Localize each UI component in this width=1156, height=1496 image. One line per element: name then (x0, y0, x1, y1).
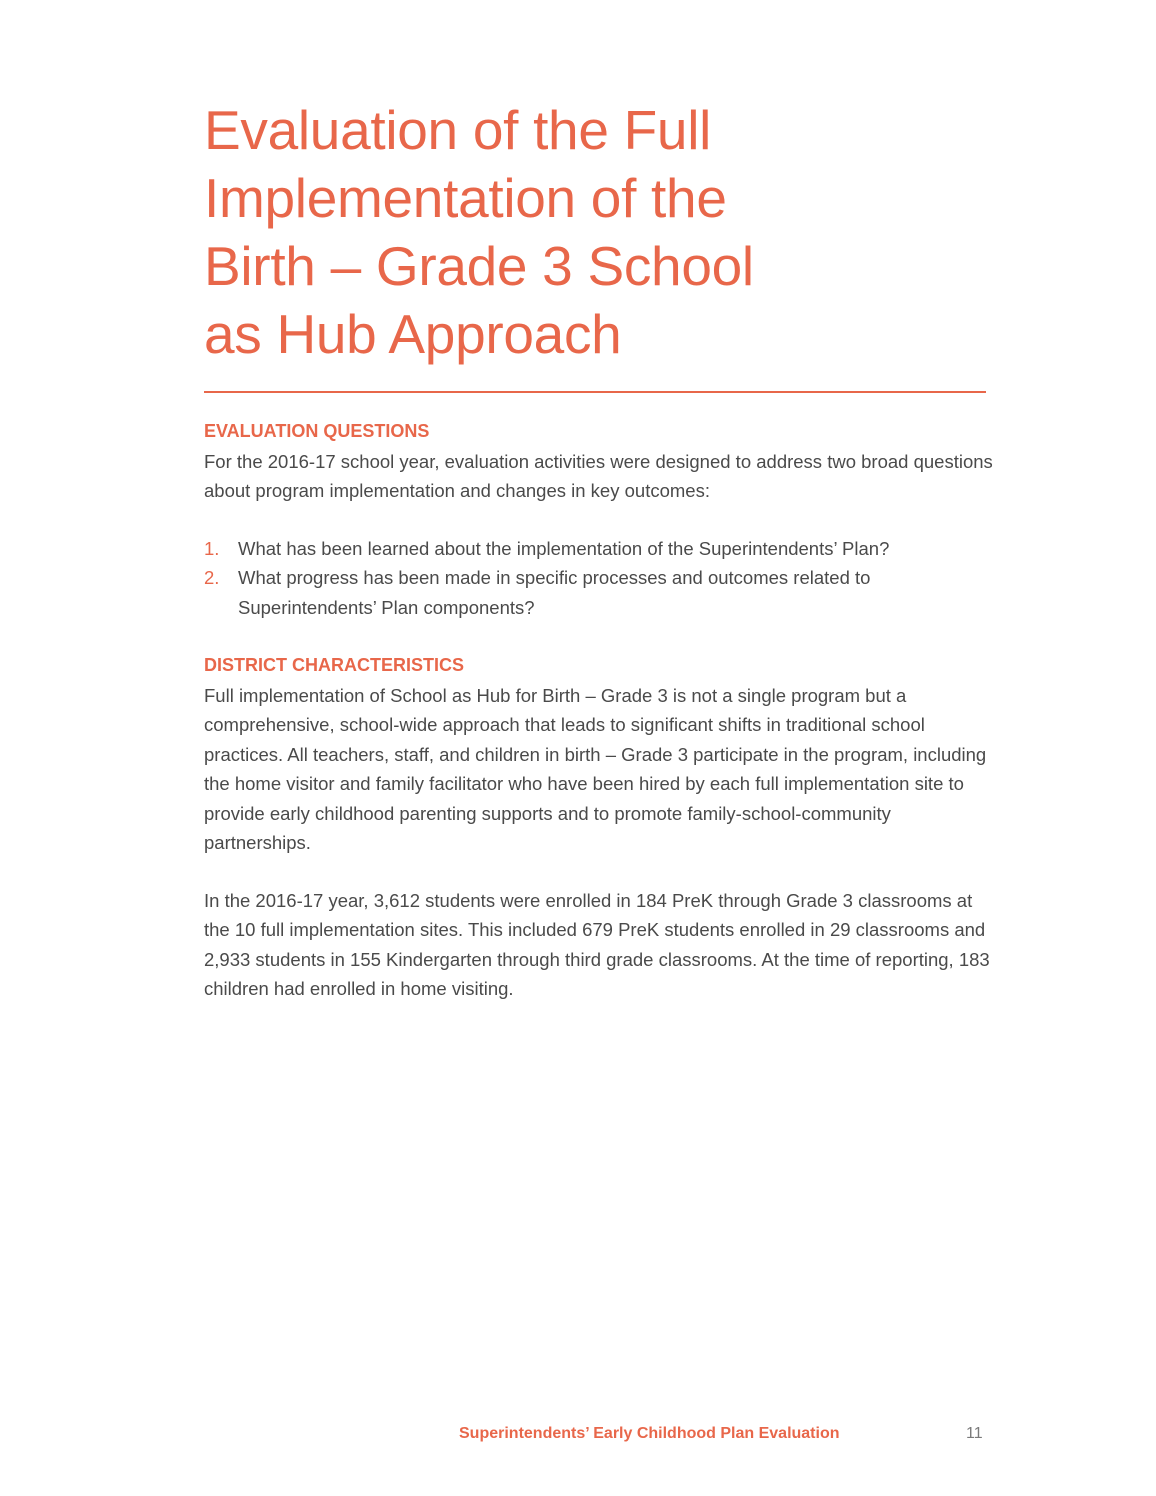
title-line: Implementation of the (204, 167, 727, 229)
list-item (204, 534, 994, 563)
title-line: Birth – Grade 3 School (204, 235, 754, 297)
title-line: as Hub Approach (204, 303, 622, 365)
list-item-number: 1. (204, 538, 220, 559)
list-item-text: What progress has been made in specific processes and outcomes related to Superintendents’ Plan components? (238, 567, 871, 618)
district-characteristics-heading: DISTRICT CHARACTERISTICS (204, 655, 464, 675)
evaluation-questions-list (204, 534, 994, 622)
evaluation-questions-heading: EVALUATION QUESTIONS (204, 421, 430, 441)
evaluation-questions-intro: For the 2016-17 school year, evaluation activities were designed to address two broad questions about program implementation and changes in key outcomes: (204, 451, 993, 502)
title-line: Evaluation of the Full (204, 99, 712, 161)
title-divider (204, 391, 986, 393)
list-item (204, 563, 994, 622)
list-item-text: What has been learned about the implementation of the Superintendents’ Plan? (238, 538, 890, 559)
list-item-number: 2. (204, 567, 220, 589)
district-characteristics-paragraph: Full implementation of School as Hub for Birth – Grade 3 is not a single program but a comprehensive, school-wide approach that leads to significant shifts in traditional school practices. All teachers, staff, and children in birth – Grade 3 participate in the program, including the home visitor and family facilitator who have been hired by each full implementation site to provide early childhood parenting supports and to promote family-school-community partnerships. (204, 685, 987, 854)
page-number: 11 (966, 1425, 983, 1442)
enrollment-paragraph: In the 2016-17 year, 3,612 students were enrolled in 184 PreK through Grade 3 classrooms at the 10 full implementation sites. This included 679 PreK students enrolled in 29 classrooms and 2,933 students in 155 Kindergarten through third grade classrooms. At the time of reporting, 183 children had enrolled in home visiting. (204, 890, 990, 1000)
footer-title: Superintendents’ Early Childhood Plan Evaluation (459, 1425, 840, 1442)
page-title (204, 96, 924, 368)
